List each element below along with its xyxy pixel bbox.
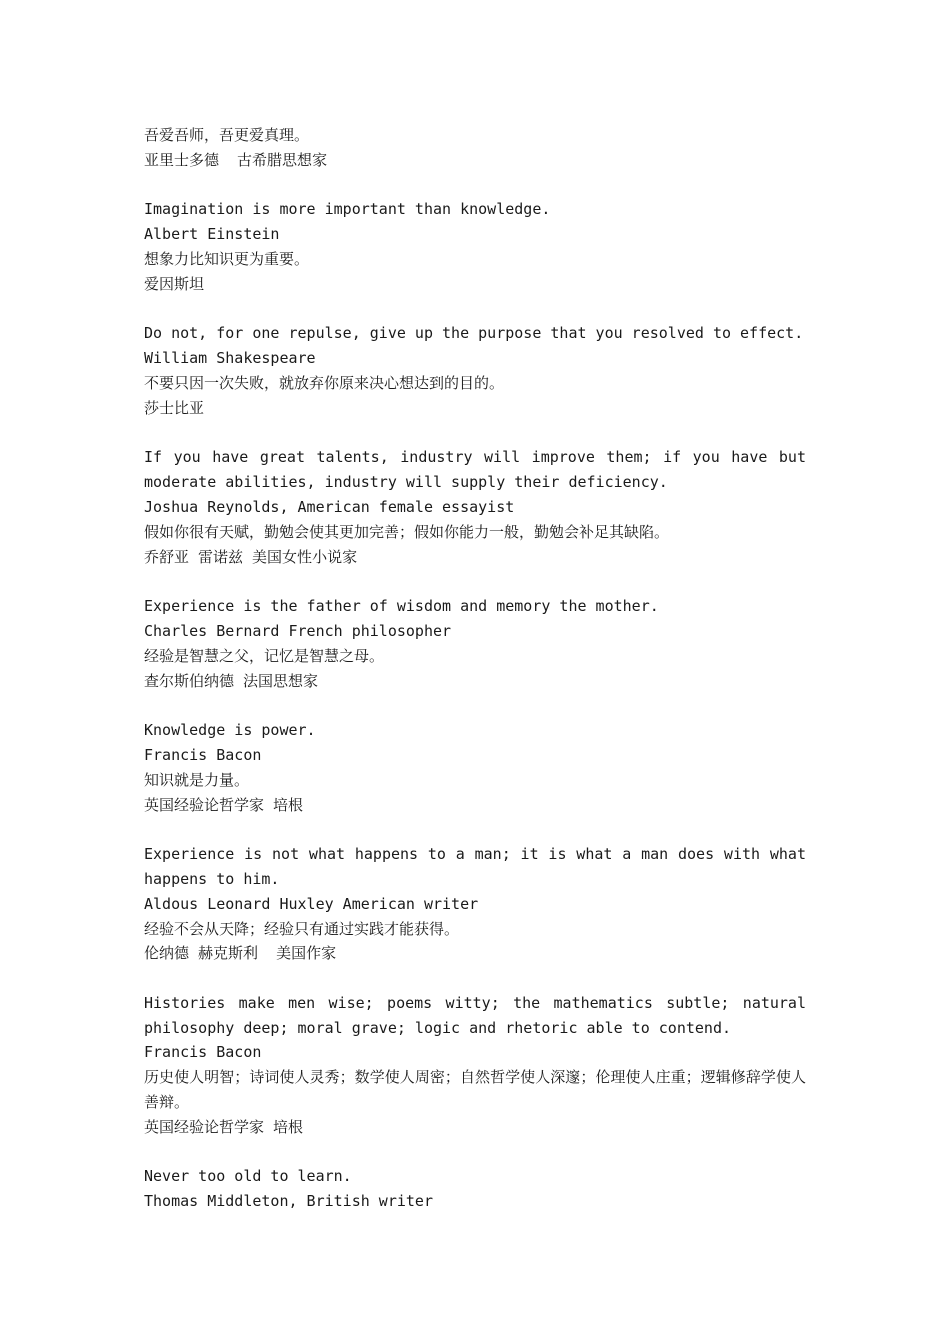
quote-zh: 经验不会从天降；经验只有通过实践才能获得。 — [144, 919, 460, 938]
quote-list — [144, 123, 806, 1239]
quote-item — [144, 842, 806, 966]
quote-author-zh: 亚里士多德 古希腊思想家 — [144, 150, 328, 169]
quote-item — [144, 1164, 806, 1214]
quote-author-zh: 爱因斯坦 — [144, 274, 205, 293]
quote-en: Histories make men wise; poems witty; the mathematics subtle; natural philosophy deep; moral grave; logic and rhetoric able to contend. — [144, 993, 806, 1037]
quote-author-zh: 查尔斯伯纳德 法国思想家 — [144, 671, 319, 690]
quote-item — [144, 718, 806, 817]
quote-item — [144, 123, 806, 173]
quote-item — [144, 197, 806, 296]
quote-en: Never too old to learn. — [144, 1167, 352, 1186]
quote-author-en: Aldous Leonard Huxley American writer — [144, 894, 479, 913]
quote-zh: 吾爱吾师，吾更爱真理。 — [144, 126, 310, 144]
quote-item — [144, 445, 806, 569]
quote-zh: 想象力比知识更为重要。 — [144, 249, 310, 268]
quote-en: Knowledge is power. — [144, 721, 316, 740]
quote-en: Do not, for one repulse, give up the purpose that you resolved to effect. — [144, 324, 804, 343]
quote-en: Experience is the father of wisdom and memory the mother. — [144, 597, 659, 616]
quote-item — [144, 594, 806, 693]
quote-author-zh: 莎士比亚 — [144, 398, 205, 417]
quote-author-zh: 英国经验论哲学家 培根 — [144, 795, 304, 814]
quote-author-en: Thomas Middleton, British writer — [144, 1192, 433, 1211]
quote-zh: 历史使人明智；诗词使人灵秀；数学使人周密；自然哲学使人深邃；伦理使人庄重；逻辑修辞学使人善辩。 — [144, 1068, 806, 1112]
quote-en: Imagination is more important than knowledge. — [144, 200, 551, 219]
quote-author-en: Charles Bernard French philosopher — [144, 621, 452, 640]
quote-zh: 知识就是力量。 — [144, 770, 250, 789]
quote-zh: 不要只因一次失败，就放弃你原来决心想达到的目的。 — [144, 373, 505, 392]
quote-item — [144, 991, 806, 1140]
quote-author-en: Francis Bacon — [144, 745, 262, 764]
quote-author-zh: 伦纳德 赫克斯利 美国作家 — [144, 944, 337, 963]
quote-en: If you have great talents, industry will improve them; if you have but moderate abilities, industry will supply their deficiency. — [144, 448, 806, 492]
quote-zh: 假如你很有天赋，勤勉会使其更加完善；假如你能力一般，勤勉会补足其缺陷。 — [144, 522, 670, 541]
quote-item — [144, 321, 806, 420]
quote-author-zh: 乔舒亚 雷诺兹 美国女性小说家 — [144, 547, 358, 566]
quote-author-en: William Shakespeare — [144, 349, 316, 368]
quote-author-en: Albert Einstein — [144, 225, 280, 244]
quote-author-zh: 英国经验论哲学家 培根 — [144, 1117, 304, 1136]
quote-en: Experience is not what happens to a man; it is what a man does with what happens to him. — [144, 845, 806, 888]
quote-author-en: Joshua Reynolds, American female essayist — [144, 497, 515, 516]
quote-author-en: Francis Bacon — [144, 1043, 262, 1062]
quote-zh: 经验是智慧之父，记忆是智慧之母。 — [144, 646, 385, 665]
